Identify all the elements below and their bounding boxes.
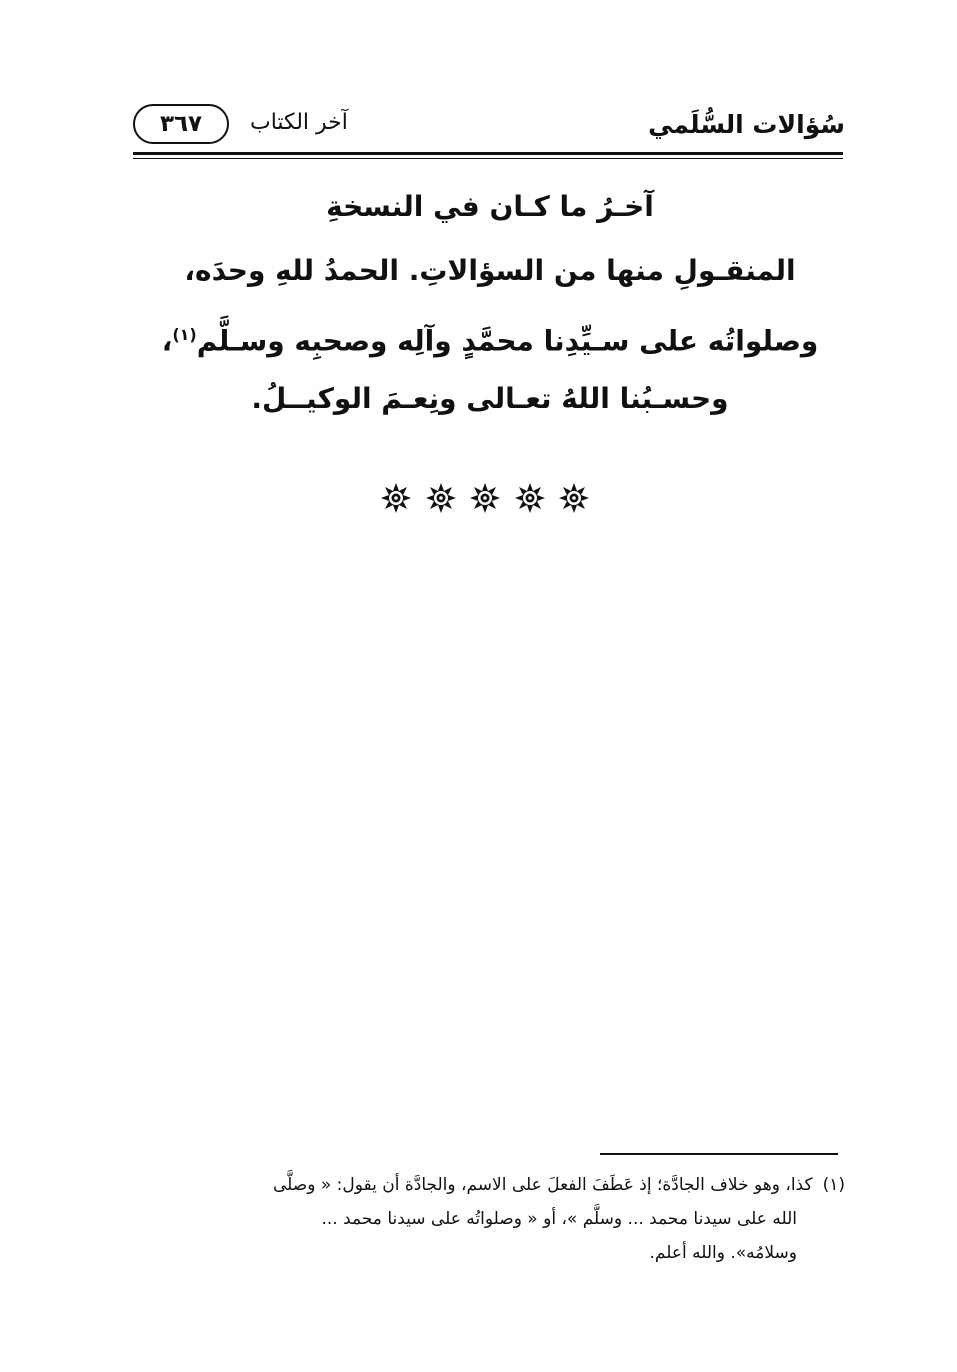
page-number: ٣٦٧ <box>133 104 229 144</box>
main-line-3 <box>150 303 830 367</box>
footnote-line-3: وسلامُه». والله أعلم. <box>649 1243 797 1263</box>
star-flower-ornament-icon <box>514 482 546 514</box>
running-title: سُؤالات السُّلَمي <box>648 110 845 139</box>
header-rule-thick <box>133 152 843 155</box>
footnote-marker: (١) <box>822 1175 845 1195</box>
star-flower-ornament-icon <box>380 482 412 514</box>
main-line-3-comma: ، <box>161 324 173 358</box>
section-title: آخر الكتاب <box>250 110 348 135</box>
main-line-3-text: وصلواتُه على سـيِّدِنا محمَّدٍ وآلِه وصحبِه وسـلَّم <box>196 324 819 358</box>
main-line-4: وحسـبُنا اللهُ تعـالى ونِعـمَ الوكيــلُ. <box>251 382 729 415</box>
star-flower-ornament-icon <box>558 482 590 514</box>
star-flower-ornament-icon <box>469 482 501 514</box>
footnote-reference[interactable]: (١) <box>172 325 197 344</box>
star-flower-ornament-icon <box>425 482 457 514</box>
section-end-ornaments <box>380 478 590 518</box>
main-line-1: آخـرُ ما كـان في النسخةِ <box>326 190 654 223</box>
main-line-2: المنقـولِ منها من السؤالاتِ. الحمدُ للهِ وحدَه، <box>184 254 796 287</box>
footnote <box>125 1168 845 1270</box>
header-rule-thin <box>133 158 843 159</box>
footnote-line-2: الله على سيدنا محمد ... وسلَّم »، أو « وصلواتُه على سيدنا محمد ... <box>321 1209 797 1229</box>
main-text <box>150 175 830 431</box>
footnote-line-1 <box>125 1168 845 1202</box>
footnote-separator <box>600 1153 838 1155</box>
footnote-line-1-text: كذا، وهو خلاف الجادَّة؛ إذ عَطَفَ الفعلَ على الاسم، والجادَّة أن يقول: « وصلَّى <box>272 1175 813 1195</box>
